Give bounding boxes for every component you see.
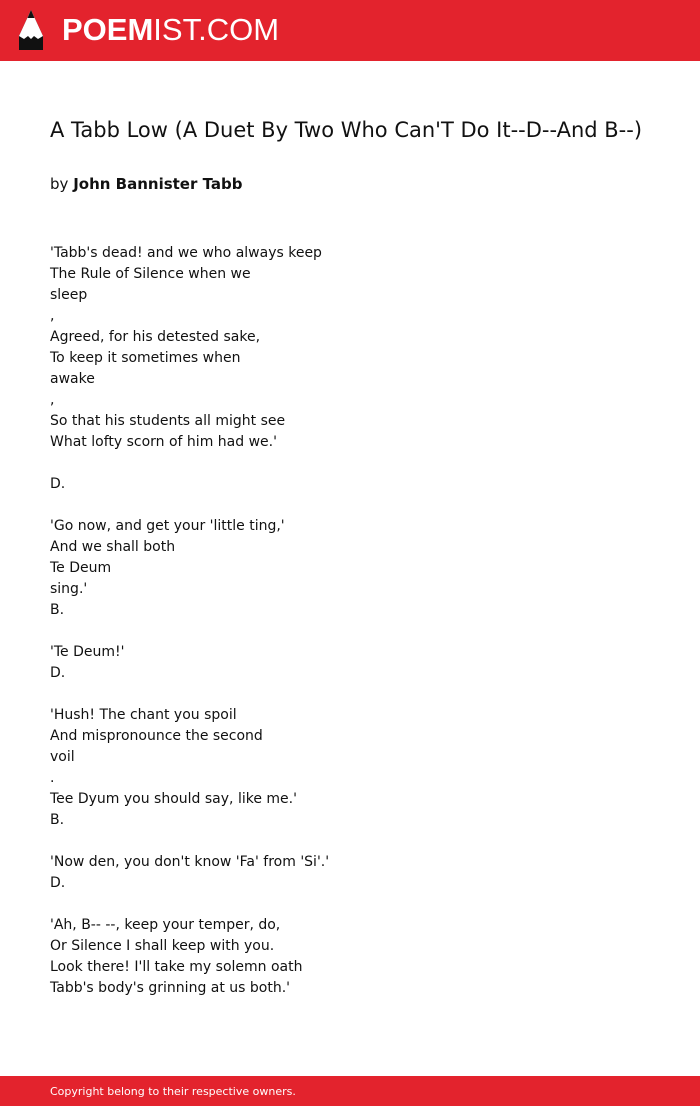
poem-title: A Tabb Low (A Duet By Two Who Can'T Do It--D--And B--) — [50, 118, 643, 142]
poem-line: Tabb's body's grinning at us both.' — [50, 980, 291, 996]
poem-blank-line — [50, 684, 650, 705]
byline — [50, 173, 243, 195]
poem-line: , — [50, 308, 55, 324]
poem-line: Agreed, for his detested sake, — [50, 329, 261, 345]
poem-line: sleep — [50, 287, 88, 303]
poem-line: D. — [50, 665, 66, 681]
poem-blank-line — [50, 831, 650, 852]
poem-line: B. — [50, 602, 65, 618]
poem-blank-line — [50, 894, 650, 915]
poem-line: D. — [50, 875, 66, 891]
copyright-text: Copyright belong to their respective owners. — [50, 1085, 296, 1098]
poem-line: Tee Dyum you should say, like me.' — [50, 791, 297, 807]
poem-line: B. — [50, 812, 65, 828]
poem-line: D. — [50, 476, 66, 492]
author-name: John Bannister Tabb — [73, 175, 243, 193]
poem-line: 'Go now, and get your 'little ting,' — [50, 518, 285, 534]
poem-line: The Rule of Silence when we — [50, 266, 251, 282]
poem-line: sing.' — [50, 581, 88, 597]
poem-line: voil — [50, 749, 75, 765]
site-header — [0, 0, 700, 61]
poem-line: 'Now den, you don't know 'Fa' from 'Si'.' — [50, 854, 330, 870]
poem-line: , — [50, 392, 55, 408]
poem-line: To keep it sometimes when — [50, 350, 241, 366]
pencil-tip-icon[interactable] — [17, 9, 45, 51]
poem-line: Look there! I'll take my solemn oath — [50, 959, 303, 975]
poem-line: Or Silence I shall keep with you. — [50, 938, 275, 954]
poem-blank-line — [50, 453, 650, 474]
by-label: by — [50, 175, 69, 193]
poem-blank-line — [50, 495, 650, 516]
poem-line: . — [50, 770, 55, 786]
poem-line: So that his students all might see — [50, 413, 286, 429]
poem-line: What lofty scorn of him had we.' — [50, 434, 277, 450]
poem-line: And we shall both — [50, 539, 176, 555]
site-footer — [0, 1076, 700, 1106]
poem-blank-line — [50, 621, 650, 642]
site-logo[interactable] — [62, 12, 279, 48]
poem-line: 'Te Deum!' — [50, 644, 125, 660]
logo-text-light: IST.COM — [153, 12, 280, 47]
poem-line: Te Deum — [50, 560, 112, 576]
poem-line: 'Tabb's dead! and we who always keep — [50, 245, 322, 261]
poem-line: 'Hush! The chant you spoil — [50, 707, 237, 723]
logo-text-bold: POEM — [62, 12, 154, 47]
poem-line: 'Ah, B-- --, keep your temper, do, — [50, 917, 281, 933]
poem-line: awake — [50, 371, 95, 387]
poem-line: And mispronounce the second — [50, 728, 263, 744]
poem-body — [50, 243, 650, 999]
